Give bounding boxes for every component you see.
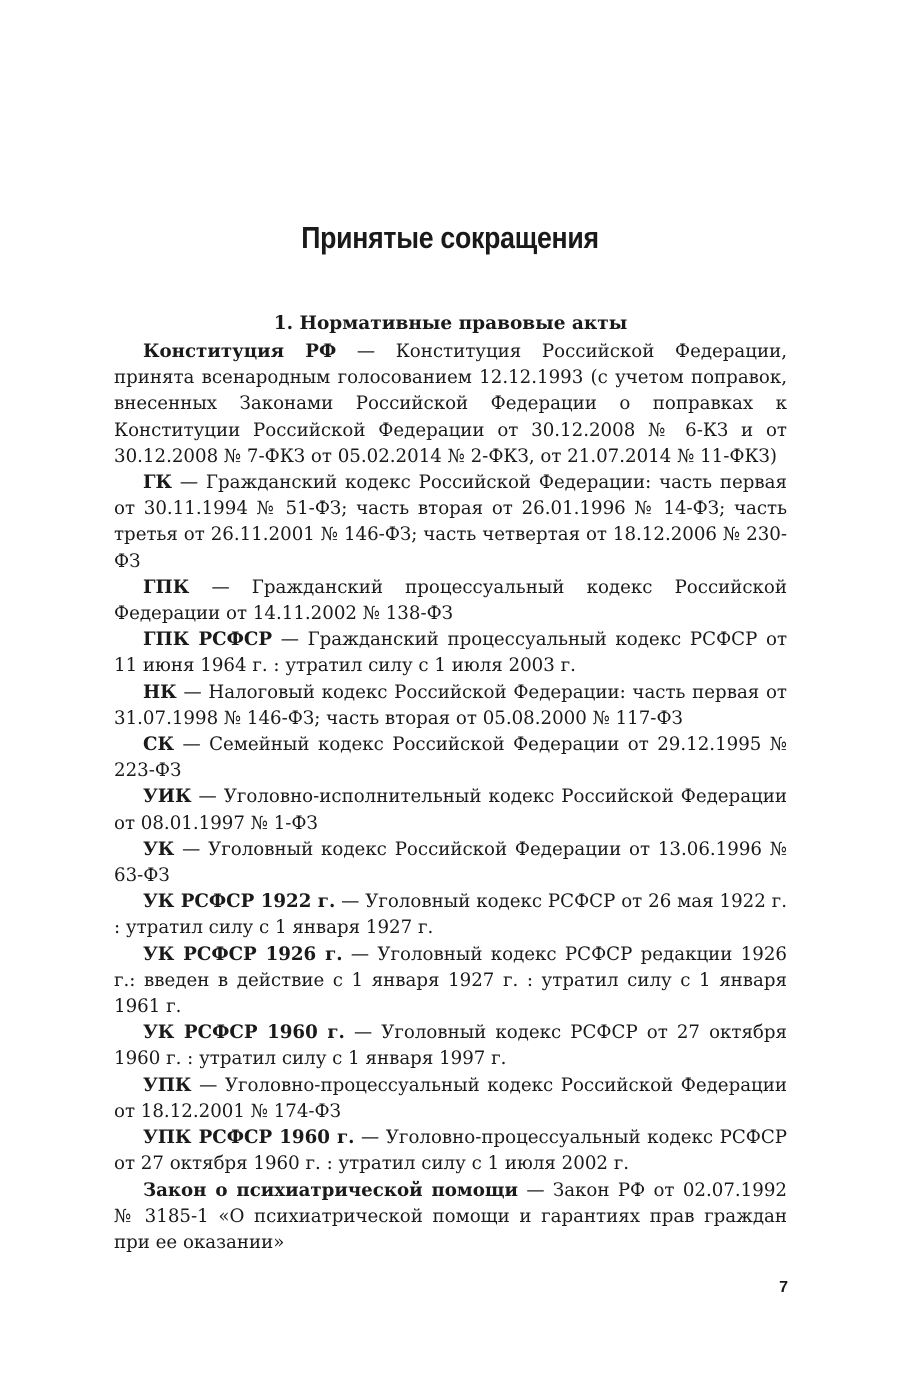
abbreviation-term: УПК РСФСР 1960 г. — [143, 1127, 355, 1149]
abbreviation-term: Закон о психиатрической помощи — [143, 1179, 518, 1201]
abbreviation-definition: — Гражданский кодекс Российской Федерации: часть первая от 30.11.1994 № 51-ФЗ; часть вторая от 26.01.1996 № 14-ФЗ; часть третья от 26.11.2001 № 146-ФЗ; часть четвертая от 18.12.2006 № 230-ФЗ — [114, 472, 787, 572]
abbreviation-term: УПК — [143, 1074, 192, 1096]
abbreviation-entry — [114, 837, 787, 889]
abbreviations-list — [114, 311, 787, 1256]
abbreviation-term: НК — [143, 681, 177, 703]
abbreviation-entry — [114, 889, 787, 941]
abbreviation-term: УК РСФСР 1922 г. — [143, 891, 336, 913]
abbreviation-term: УК — [143, 838, 175, 860]
abbreviation-definition: — Уголовный кодекс РСФСР от 26 мая 1922 г. : утратил силу с 1 января 1927 г. — [114, 891, 787, 939]
abbreviation-entry — [114, 680, 787, 732]
abbreviation-definition: — Гражданский процессуальный кодекс РСФСР от 11 июня 1964 г. : утратил силу с 1 июля 2003 г. — [114, 629, 788, 677]
abbreviation-entry — [114, 1020, 787, 1072]
abbreviation-term: УК РСФСР 1926 г. — [143, 943, 343, 965]
abbreviation-definition: — Конституция Российской Федерации, принята всенародным голосованием 12.12.1993 (с учетом поправок, внесенных Законами Российской Федерации о поправках к Конституции Российской Федерации от 30.12.2008 № 6-КЗ и от 30.12.2008 № 7-ФКЗ от 05.02.2014 № 2-ФКЗ, от 21.07.2014 № 11-ФКЗ) — [114, 341, 787, 467]
page-title: Принятые сокращения — [301, 220, 599, 255]
abbreviation-definition: — Гражданский процессуальный кодекс Российской Федерации от 14.11.2002 № 138-ФЗ — [114, 576, 787, 625]
abbreviation-definition: — Уголовный кодекс РСФСР от 27 октября 1960 г. : утратил силу с 1 января 1997 г. — [114, 1022, 787, 1070]
abbreviation-entry — [114, 942, 787, 1021]
abbreviation-term: УИК — [143, 786, 192, 808]
abbreviation-definition: — Закон РФ от 02.07.1992 № 3185-1 «О психиатрической помощи и гарантиях прав граждан при ее оказании» — [114, 1179, 787, 1253]
abbreviation-entry — [114, 627, 787, 679]
abbreviation-definition: — Уголовно-процессуальный кодекс РСФСР от 27 октября 1960 г. : утратил силу с 1 июля 2002 г. — [114, 1127, 787, 1175]
abbreviation-term: СК — [143, 734, 175, 756]
abbreviation-definition: — Уголовно-процессуальный кодекс Российской Федерации от 18.12.2001 № 174-ФЗ — [114, 1074, 787, 1122]
abbreviation-term: Конституция РФ — [143, 341, 337, 362]
abbreviation-entry — [114, 575, 787, 627]
abbreviation-term: ГПК РСФСР — [143, 629, 273, 651]
abbreviation-definition: — Уголовный кодекс РСФСР редакции 1926 г.: введен в действие с 1 января 1927 г. : утратил силу с 1 января 1961 г. — [114, 943, 787, 1018]
section-heading: 1. Нормативные правовые акты — [273, 313, 628, 334]
abbreviation-entry — [114, 732, 787, 784]
abbreviation-entry — [114, 1125, 787, 1177]
abbreviation-definition: — Уголовно-исполнительный кодекс Российской Федерации от 08.01.1997 № 1-ФЗ — [114, 786, 787, 834]
abbreviation-term: УК РСФСР 1960 г. — [143, 1022, 345, 1044]
abbreviation-term: ГК — [143, 472, 173, 494]
abbreviation-definition: — Семейный кодекс Российской Федерации от 29.12.1995 № 223-ФЗ — [114, 734, 787, 782]
page-number: 7 — [779, 1279, 788, 1296]
abbreviation-definition: — Уголовный кодекс Российской Федерации от 13.06.1996 № 63-ФЗ — [114, 838, 787, 887]
abbreviation-term: ГПК — [143, 576, 190, 598]
abbreviation-entry — [114, 1178, 787, 1257]
abbreviation-definition: — Налоговый кодекс Российской Федерации: часть первая от 31.07.1998 № 146-ФЗ; часть вторая от 05.08.2000 № 117-ФЗ — [114, 681, 787, 729]
abbreviation-entry — [114, 339, 787, 470]
abbreviation-entry — [114, 1073, 787, 1125]
abbreviation-entry — [114, 784, 787, 836]
abbreviation-entry — [114, 470, 787, 575]
